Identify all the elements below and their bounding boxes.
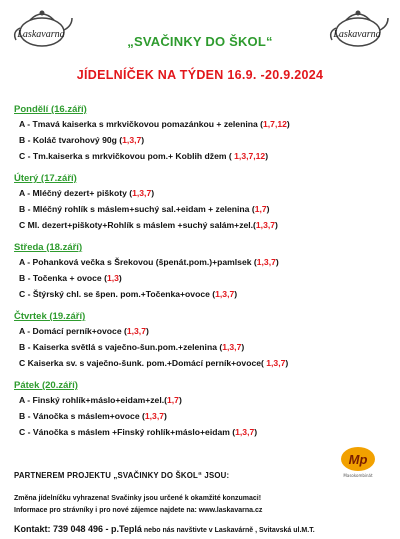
allergens: 1,3,7 <box>144 411 164 421</box>
dish-close-paren: ) <box>265 151 269 161</box>
dish-close-paren: ) <box>151 188 155 198</box>
day-section <box>14 241 394 302</box>
dish-text: C - Vánočka s máslem +Finský rohlík+máslo+eidam ( <box>19 427 236 437</box>
dish-text: A - Tmavá kaiserka s mrkvičkovou pomazánkou + zelenina ( <box>19 119 263 129</box>
allergens: 1,7 <box>166 395 179 405</box>
allergens: 1,3,7 <box>235 427 255 437</box>
dish-close-paren: ) <box>141 135 145 145</box>
dish-item <box>14 355 394 371</box>
dish-text: A - Mléčný dezert+ piškoty ( <box>19 188 133 198</box>
dish-item <box>14 116 394 132</box>
dish-text: B - Vánočka s máslem+ovoce ( <box>19 411 145 421</box>
dish-close-paren: ) <box>145 326 149 336</box>
day-section <box>14 172 394 233</box>
contact-address: nebo nás navštivte v Laskavárně , Svitavská ul.M.T. <box>141 527 315 534</box>
dish-item <box>14 408 394 424</box>
dish-item <box>14 132 394 148</box>
day-section <box>14 103 394 164</box>
day-title: Středa (18.září) <box>14 242 83 253</box>
dish-item <box>14 286 394 302</box>
dish-close-paren: ) <box>164 411 167 421</box>
dish-text: A - Domácí perník+ovoce ( <box>19 326 127 336</box>
allergens: 1,3,7 <box>256 257 276 267</box>
dish-text: B - Kaiserka světlá s vaječno-šun.pom.+zelenina ( <box>19 342 223 352</box>
allergens: 1,3 <box>106 273 119 283</box>
allergens: 1,3,7 <box>222 342 242 352</box>
day-title: Pátek (20.září) <box>14 380 78 391</box>
contact-line <box>14 519 315 537</box>
dish-item <box>14 339 394 355</box>
dish-close-paren: ) <box>178 395 182 405</box>
allergens: 1,3,7 <box>126 326 146 336</box>
dish-close-paren: ) <box>286 119 290 129</box>
dish-item <box>14 270 394 286</box>
dish-text: A - Pohanková večka s Šrekovou (špenát.pom.)+pamlsek ( <box>19 257 257 267</box>
allergens: 1,3,7 <box>266 358 286 368</box>
dish-item <box>14 392 394 408</box>
day-title: Pondělí (16.září) <box>14 104 87 115</box>
partner-logo <box>336 447 380 487</box>
allergens: 1,3,7 <box>122 135 142 145</box>
svg-text:Laskavarna: Laskavarna <box>17 29 65 40</box>
allergens: 1,7,12 <box>263 119 287 129</box>
dish-close-paren: ) <box>241 342 245 352</box>
dish-text: B - Točenka + ovoce ( <box>19 273 107 283</box>
day-section <box>14 310 394 371</box>
dish-text: A - Finský rohlík+máslo+eidam+zel.( <box>19 395 167 405</box>
dish-item <box>14 201 394 217</box>
dish-close-paren: ) <box>275 220 278 230</box>
dish-close-paren: ) <box>254 427 258 437</box>
dish-text: C Kaiserka sv. s vaječno-šunk. pom.+Domácí perník+ovoce( <box>19 358 267 368</box>
dish-close-paren: ) <box>234 289 238 299</box>
dish-item <box>14 217 394 233</box>
menu-heading: JÍDELNÍČEK NA TÝDEN 16.9. -20.9.2024 <box>76 68 324 82</box>
dish-item <box>14 185 394 201</box>
dish-item <box>14 148 394 164</box>
dish-text: C - Tm.kaiserka s mrkvičkovou pom.+ Koblih džem ( <box>19 151 235 161</box>
website-note: Informace pro strávníky i pro nové zájemce najdete na: www.laskavarna.cz <box>14 507 263 514</box>
partner-text: PARTNEREM PROJEKTU „SVAČINKY DO ŠKOL“ JSOU: <box>14 471 230 480</box>
dish-text: B - Mléčný rohlík s máslem+suchý sal.+eidam + zelenina ( <box>19 204 255 214</box>
day-title: Čtvrtek (19.září) <box>14 311 86 322</box>
dish-item <box>14 254 394 270</box>
disclaimer-note: Změna jídelníčku vyhrazena! Svačinky jsou určené k okamžité konzumaci! <box>14 495 262 502</box>
dish-close-paren: ) <box>275 257 279 267</box>
contact-phone: Kontakt: 739 048 496 - p.Teplá <box>14 524 142 534</box>
dish-text: C Ml. dezert+piškoty+Rohlík s máslem +suchý salám+zel.( <box>19 220 256 230</box>
day-title: Úterý (17.září) <box>14 173 77 184</box>
svg-text:Laskavarna: Laskavarna <box>333 29 381 40</box>
dish-item <box>14 424 394 440</box>
dish-item <box>14 323 394 339</box>
dish-text: B - Koláč tvarohový 90g ( <box>19 135 123 145</box>
menu-days <box>14 103 394 448</box>
dish-close-paren: ) <box>118 273 122 283</box>
day-section <box>14 379 394 440</box>
dish-close-paren: ) <box>285 358 289 368</box>
page-title: „SVAČINKY DO ŠKOL“ <box>127 34 273 49</box>
dish-text: C - Štýrský chl. se špen. pom.+Točenka+ovoce ( <box>19 289 216 299</box>
mp-logo-icon: Mp <box>341 447 375 471</box>
allergens: 1,3,7,12 <box>234 151 266 161</box>
allergens: 1,3,7 <box>132 188 152 198</box>
allergens: 1,7 <box>254 204 267 214</box>
dish-close-paren: ) <box>266 204 270 214</box>
allergens: 1,3,7 <box>215 289 235 299</box>
allergens: 1,3,7 <box>255 220 276 230</box>
mp-logo-subtitle: Masokombinát <box>343 473 373 478</box>
